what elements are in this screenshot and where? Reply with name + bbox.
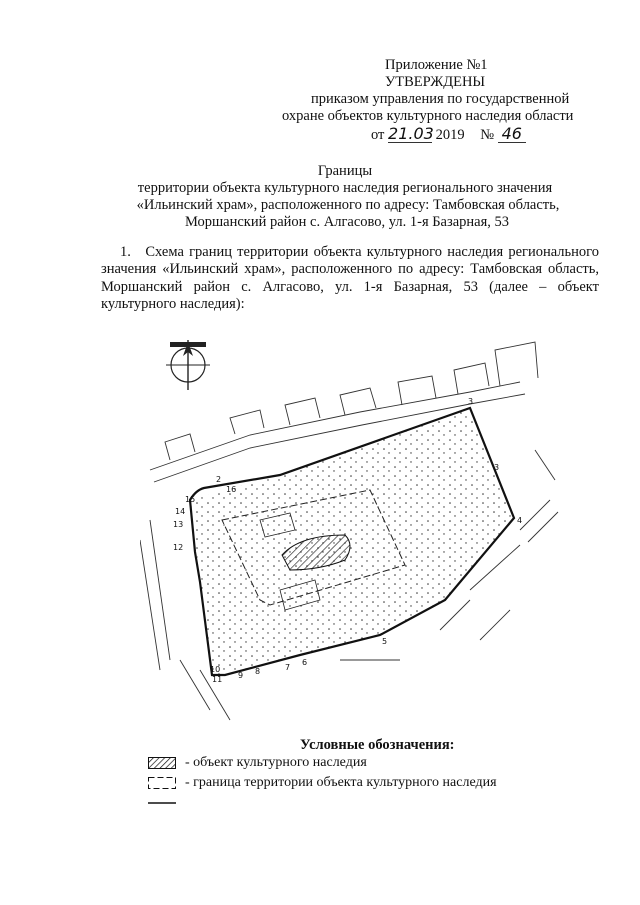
point-label: 2 (216, 475, 222, 484)
boundary-legend-swatch (148, 777, 176, 789)
point-label: 15 (185, 495, 196, 504)
point-label: 9 (238, 671, 244, 680)
point-label: 13 (173, 520, 184, 529)
legend-item-territory-boundary: - граница территории объекта культурного наследия (185, 775, 497, 790)
point-label: 7 (285, 663, 291, 672)
heritage-object-legend-swatch (148, 757, 176, 769)
handwritten-date: 21.03 (388, 124, 434, 143)
point-label: 3 (468, 397, 474, 406)
point-label: 10 (210, 665, 221, 674)
point-label: 12 (173, 543, 184, 552)
point-label: 3 (494, 463, 500, 472)
point-label: 16 (226, 485, 237, 494)
title-line-3: «Ильинский храм», расположенного по адресу: Тамбовская область, (136, 197, 560, 213)
number-sign: № (480, 127, 495, 143)
point-label: 5 (382, 637, 388, 646)
approved-label: УТВЕРЖДЕНЫ (385, 74, 486, 90)
boundary-scheme-map (140, 330, 560, 725)
north-arrow-icon (166, 340, 210, 390)
appendix-label: Приложение №1 (385, 57, 488, 73)
title-line-1: Границы (317, 163, 373, 179)
handwritten-number: 46 (498, 125, 526, 143)
order-line-2: охране объектов культурного наследия области (282, 108, 574, 124)
order-year: 2019 (435, 127, 465, 143)
title-line-4: Моршанский район с. Алгасово, ул. 1-я Базарная, 53 (184, 214, 510, 230)
title-line-2: территории объекта культурного наследия регионального значения (137, 180, 553, 196)
order-date-line (371, 125, 526, 144)
order-line-1: приказом управления по государственной (311, 91, 570, 107)
legend-item-heritage-object: - объект культурного наследия (185, 755, 367, 770)
scheme-paragraph: 1. Схема границ территории объекта культурного наследия регионального значения «Ильинский храм», расположенного по адресу: Тамбовская область, Моршанский район с. Алгасово, ул. 1-я Базарная, 53 (далее – объект культурного наследия): (101, 244, 599, 313)
point-label: 11 (212, 675, 223, 684)
point-label: 6 (302, 658, 308, 667)
legend-title: Условные обозначения: (300, 737, 455, 753)
point-label: 8 (255, 667, 261, 676)
date-prefix: от (371, 127, 385, 143)
point-label: 14 (175, 507, 186, 516)
boundary-line-legend-swatch (148, 800, 176, 806)
protection-zone-shading (190, 408, 514, 675)
point-label: 4 (517, 516, 523, 525)
